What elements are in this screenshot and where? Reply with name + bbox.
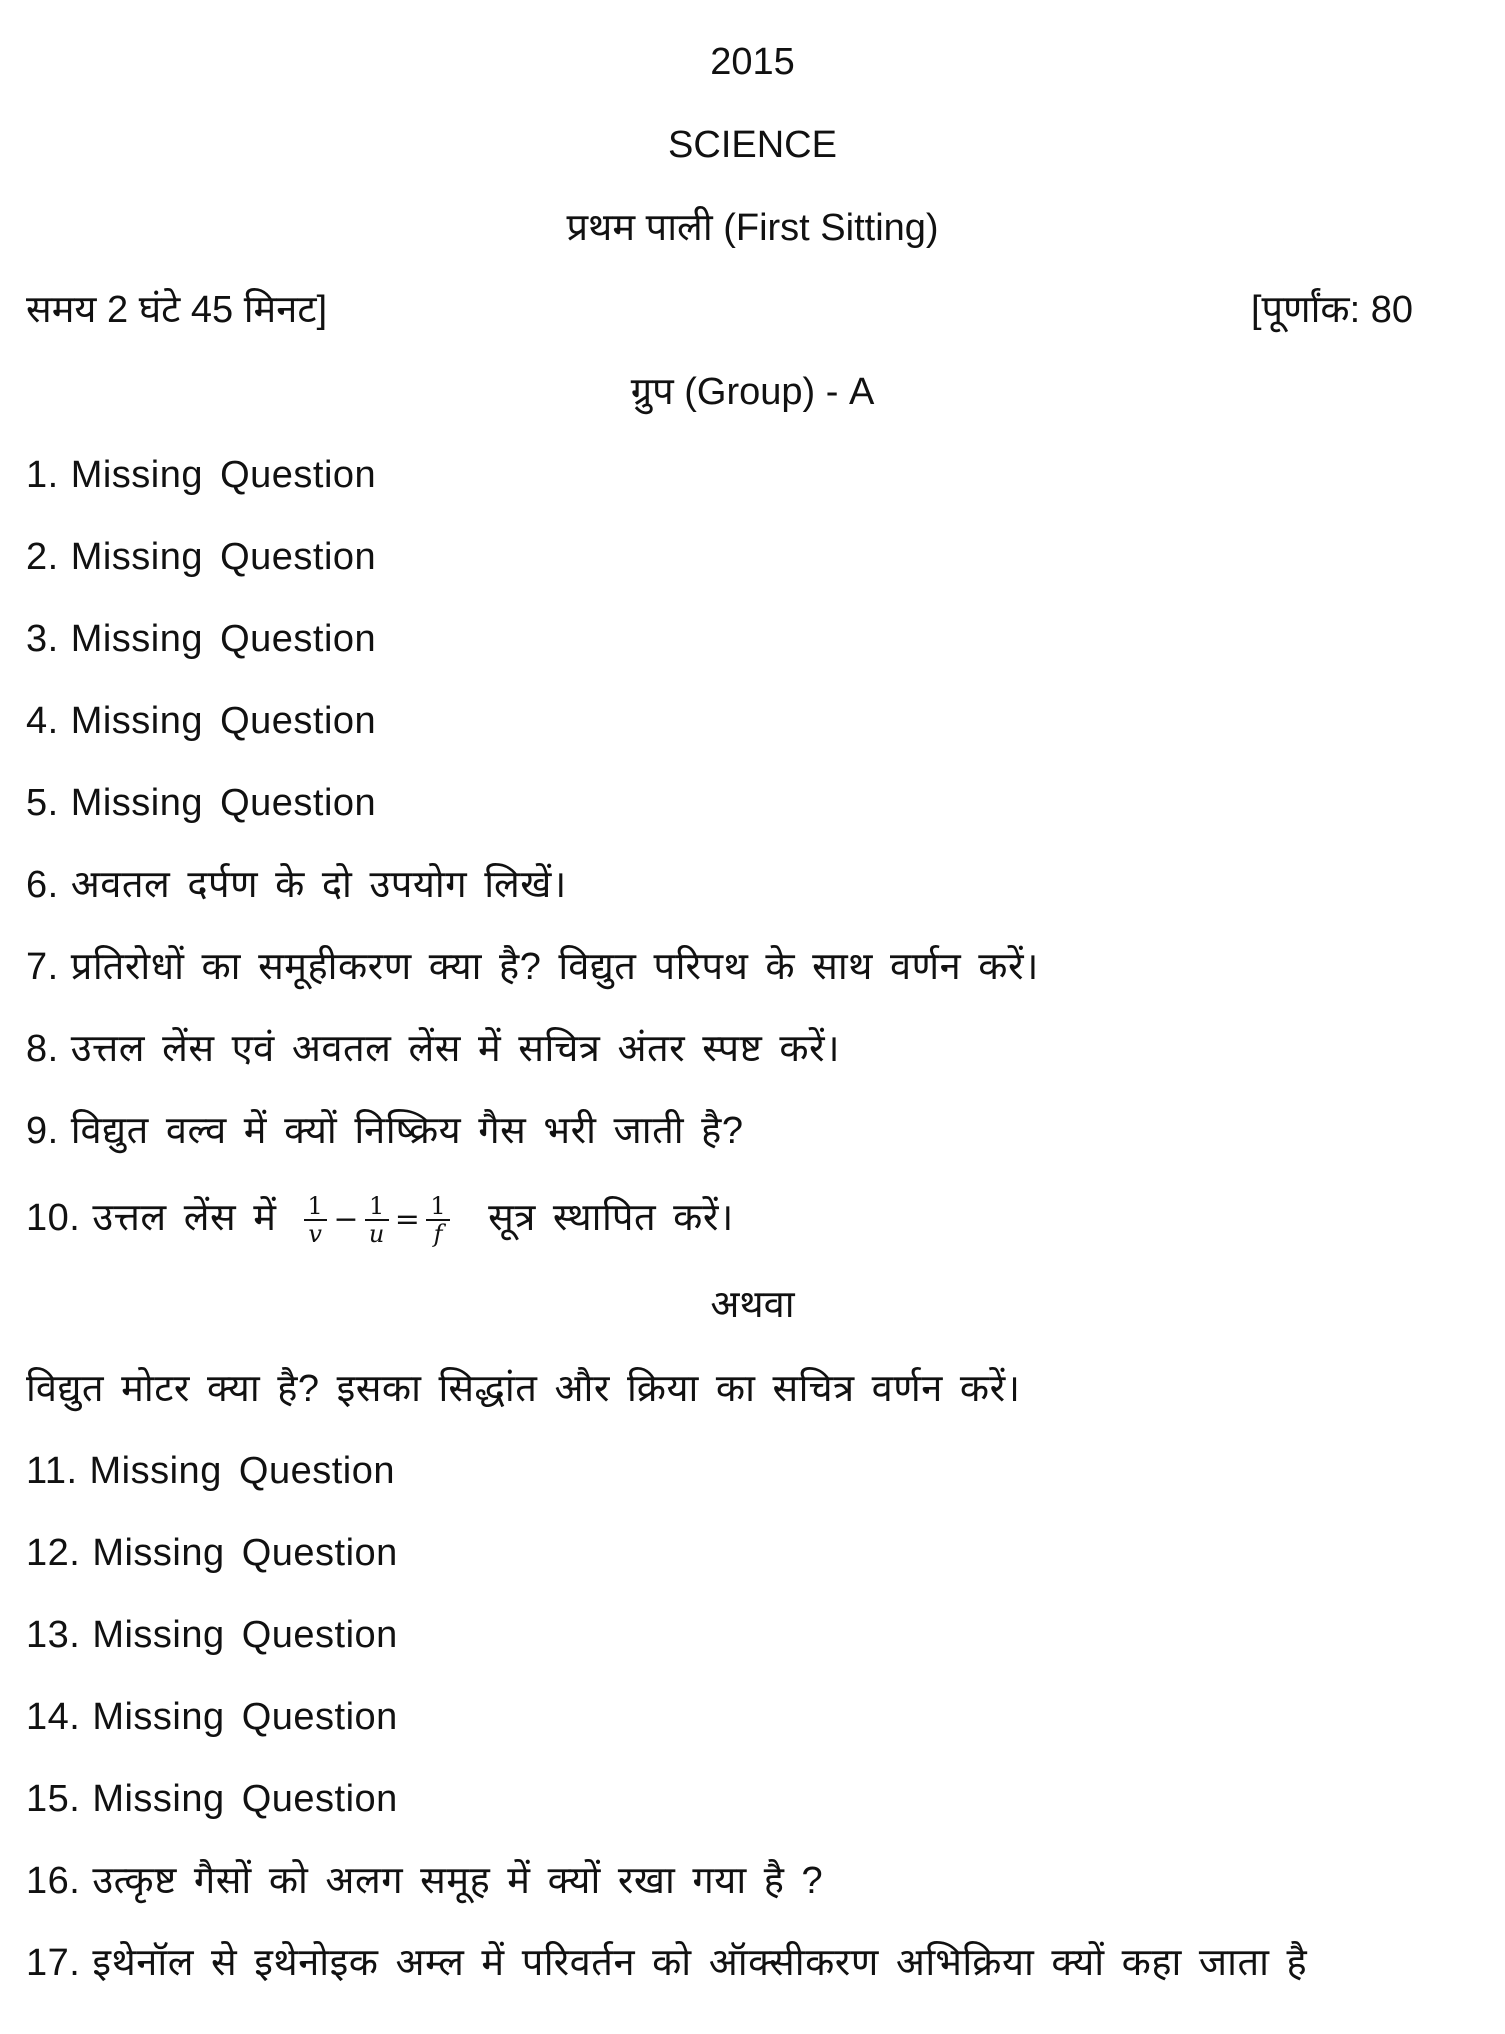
question-text: Missing Question [70, 454, 377, 496]
question-number: 5. [26, 782, 59, 824]
question-number: 16. [26, 1860, 81, 1902]
or-label: अथवा [710, 1284, 795, 1326]
question-number: 4. [26, 700, 59, 742]
question-text: अवतल दर्पण के दो उपयोग लिखें। [70, 864, 567, 906]
minus-sign: − [333, 1202, 359, 1237]
question-text: Missing Question [92, 1614, 398, 1656]
question-number: 7. [26, 946, 59, 988]
question-number: 17. [26, 1942, 81, 1984]
question-number: 10. [26, 1197, 81, 1240]
question-number: 12. [26, 1532, 81, 1574]
question-number: 15. [26, 1778, 81, 1820]
question-text: इथेनॉल से इथेनोइक अम्ल में परिवर्तन को ऑक्सीकरण अभिक्रिया क्यों कहा जाता है [92, 1942, 1308, 1984]
question-item [26, 861, 567, 909]
question-text: Missing Question [70, 618, 377, 660]
question-text: Missing Question [92, 1696, 398, 1738]
question-item [26, 533, 376, 581]
question-number: 1. [26, 454, 59, 496]
question-number: 13. [26, 1614, 81, 1656]
exam-subject: SCIENCE [668, 124, 837, 166]
question-item [26, 451, 376, 499]
question-item [26, 1939, 1307, 1987]
or-question: विद्युत मोटर क्या है? इसका सिद्धांत और क्रिया का सचित्र वर्णन करें। [26, 1368, 1021, 1410]
question-text-after: सूत्र स्थापित करें। [488, 1197, 734, 1240]
equals-sign: = [394, 1202, 421, 1237]
question-number: 14. [26, 1696, 81, 1738]
question-text: Missing Question [70, 536, 377, 578]
question-item [26, 1193, 734, 1247]
question-text: उत्तल लेंस एवं अवतल लेंस में सचित्र अंतर स्पष्ट करें। [70, 1028, 840, 1070]
question-item [26, 1693, 398, 1741]
question-text: Missing Question [70, 782, 377, 824]
question-item [26, 615, 376, 663]
question-text: Missing Question [92, 1532, 398, 1574]
question-text: प्रतिरोधों का समूहीकरण क्या है? विद्युत परिपथ के साथ वर्णन करें। [70, 946, 1039, 988]
question-item [26, 1857, 823, 1905]
question-item [26, 1775, 398, 1823]
exam-sitting: प्रथम पाली (First Sitting) [566, 207, 939, 249]
question-number: 6. [26, 864, 59, 906]
lens-formula [302, 1193, 453, 1247]
question-text: उत्कृष्ट गैसों को अलग समूह में क्यों रखा गया है ? [92, 1860, 824, 1902]
question-item [26, 1447, 395, 1495]
question-text: उत्तल लेंस में [92, 1197, 277, 1240]
question-number: 9. [26, 1110, 59, 1152]
exam-year: 2015 [710, 41, 795, 83]
question-item [26, 779, 376, 827]
fraction: $\frac{1}{u}$ [365, 1193, 389, 1247]
question-text: Missing Question [70, 700, 377, 742]
question-item [26, 1025, 840, 1073]
question-item [26, 697, 376, 745]
question-item [26, 943, 1039, 991]
question-item [26, 1107, 743, 1155]
group-heading: ग्रुप (Group) - A [630, 371, 875, 413]
exam-full-marks: [पूर्णांक: 80 [1250, 289, 1413, 331]
question-number: 3. [26, 618, 59, 660]
question-number: 2. [26, 536, 59, 578]
question-item [26, 1611, 398, 1659]
question-text: विद्युत वल्व में क्यों निष्क्रिय गैस भरी जाती है? [70, 1110, 744, 1152]
question-number: 11. [26, 1450, 78, 1492]
fraction: $\frac{1}{f}$ [426, 1193, 450, 1247]
question-text: Missing Question [92, 1778, 398, 1820]
question-text: Missing Question [89, 1450, 395, 1492]
question-number: 8. [26, 1028, 59, 1070]
exam-time: समय 2 घंटे 45 मिनट] [26, 289, 328, 331]
question-item [26, 1529, 398, 1577]
fraction: $\frac{1}{v}$ [304, 1193, 328, 1247]
